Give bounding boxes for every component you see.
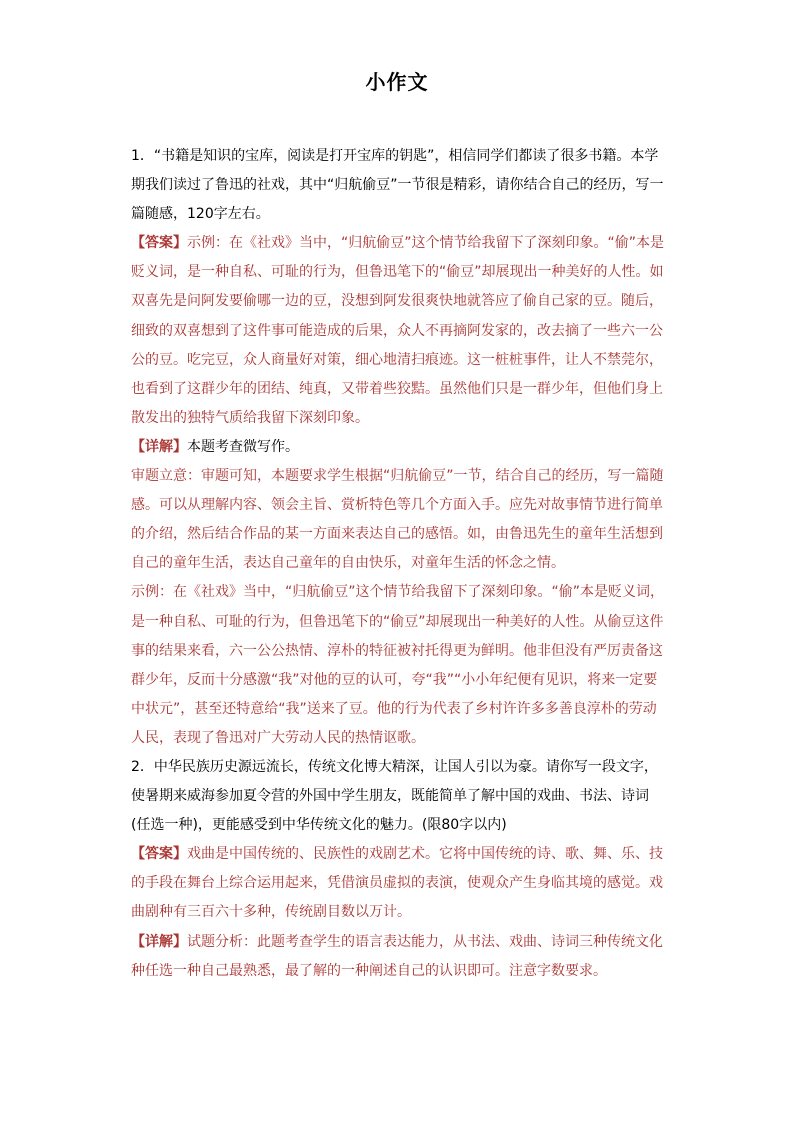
document-body xyxy=(131,142,665,986)
detail-1-example: 示例：在《社戏》当中，“归航偷豆”这个情节给我留下了深刻印象。“偷”本是贬义词，是一种自私、可耻的行为，但鲁迅笔下的“偷豆”却展现出一种美好的人性。从偷豆这件事的结果来看，六一公公热情、淳朴的特征被衬托得更为鲜明。他非但没有严厉责备这群少年，反而十分感激“我”对他的豆的认可，夸“我”“小小年纪便有见识，将来一定要中状元”，甚至还特意给“我”送来了豆。他的行为代表了乡村许许多多善良淳朴的劳动人民，表现了鲁迅对广大劳动人民的热情讴歌。 xyxy=(131,584,665,746)
answer-1 xyxy=(131,229,665,433)
answer-2 xyxy=(131,840,665,927)
answer-2-text: 戏曲是中国传统的、民族性的戏剧艺术。它将中国传统的诗、歌、舞、乐、技的手段在舞台上综合运用起来，凭借演员虚拟的表演，使观众产生身临其境的感觉。戏曲剧种有三百六十多种，传统剧目数以万计。 xyxy=(131,846,663,921)
detail-1-body: 审题立意：审题可知，本题要求学生根据“归航偷豆”一节，结合自己的经历，写一篇随感。可以从理解内容、领会主旨、赏析特色等几个方面入手。应先对故事情节进行简单的介绍，然后结合作品的某一方面来表达自己的感悟。如，由鲁迅先生的童年生活想到自己的童年生活，表达自己童年的自由快乐，对童年生活的怀念之情。 xyxy=(131,468,664,572)
detail-tag: 【详解】 xyxy=(131,438,187,455)
detail-2 xyxy=(131,928,665,986)
answer-tag: 【答案】 xyxy=(131,235,187,252)
detail-1-intro: 本题考查微写作。 xyxy=(187,438,299,455)
answer-1-text: 示例：在《社戏》当中，“归航偷豆”这个情节给我留下了深刻印象。“偷”本是贬义词，是一种自私、可耻的行为，但鲁迅笔下的“偷豆”却展现出一种美好的人性。如双喜先是问阿发要偷哪一边的豆，没想到阿发很爽快地就答应了偷自己家的豆。随后，细致的双喜想到了这件事可能造成的后果，众人不再摘阿发家的，改去摘了一些六一公公的豆。吃完豆，众人商量好对策，细心地清扫痕迹。这一桩桩事件，让人不禁莞尔，也看到了这群少年的团结、纯真，又带着些狡黠。虽然他们只是一群少年，但他们身上散发出的独特气质给我留下深刻印象。 xyxy=(131,235,665,426)
question-1: 1．“书籍是知识的宝库，阅读是打开宝库的钥匙”，相信同学们都读了很多书籍。本学期我们读过了鲁迅的社戏，其中“归航偷豆”一节很是精彩，请你结合自己的经历，写一篇随感，120字左右。 xyxy=(131,148,664,223)
document-title: 小作文 xyxy=(365,70,429,94)
detail-1 xyxy=(131,433,665,462)
question-2: 2．中华民族历史源远流长，传统文化博大精深，让国人引以为豪。请你写一段文字，使暑期来威海参加夏令营的外国中学生朋友，既能简单了解中国的戏曲、书法、诗词(任选一种)，更能感受到中华传统文化的魅力。(限80字以内) xyxy=(131,758,658,834)
detail-tag: 【详解】 xyxy=(131,933,187,950)
answer-tag: 【答案】 xyxy=(131,846,187,863)
detail-2-text: 试题分析：此题考查学生的语言表达能力，从书法、戏曲、诗词三种传统文化种任选一种自己最熟悉，最了解的一种阐述自己的认识即可。注意字数要求。 xyxy=(131,933,663,979)
